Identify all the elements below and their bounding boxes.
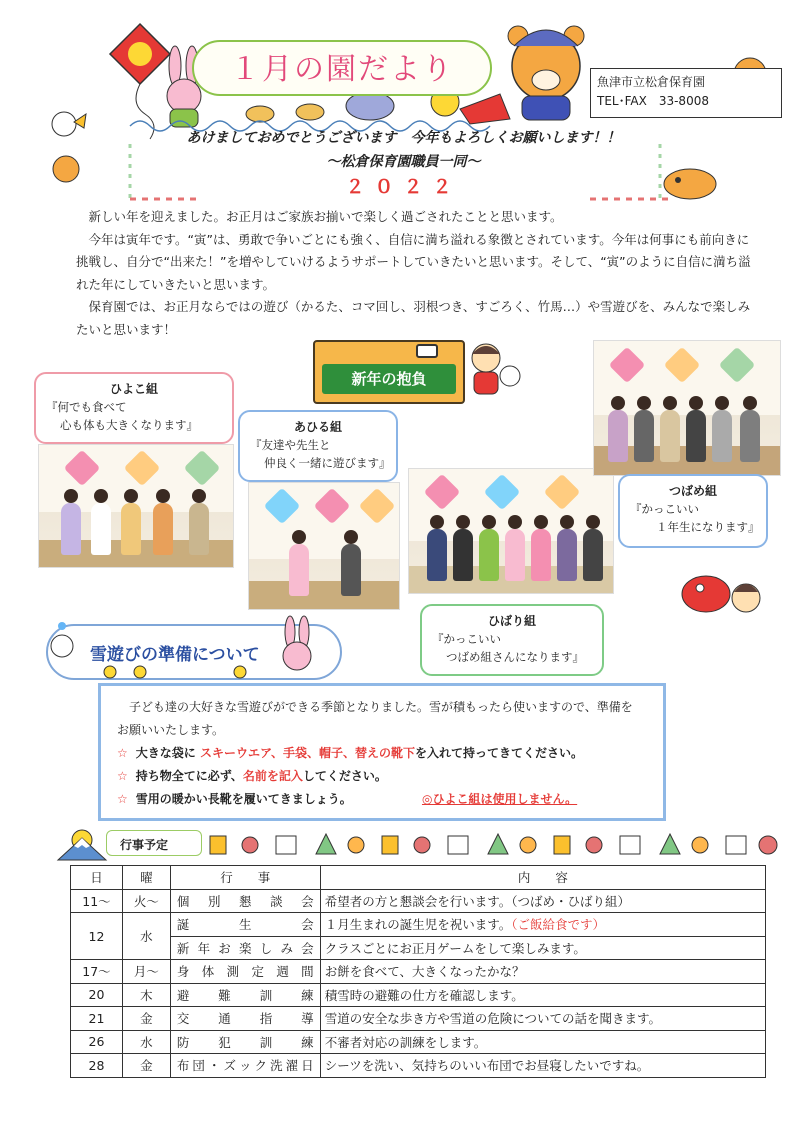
schedule-label: 行事予定 <box>120 838 169 852</box>
row-description: 積雪時の避難の仕方を確認します。 <box>320 983 765 1007</box>
star-icon: ☆ <box>117 792 128 806</box>
row-day: 12 <box>71 913 123 960</box>
row-event: 個別懇談会 <box>170 889 320 913</box>
class-goal-line2-ahiru: 仲良く一緒に遊びます』 <box>264 456 391 470</box>
row-description-note: （ご飯給食です） <box>511 917 605 933</box>
header-description: 内 容 <box>320 866 765 890</box>
row-event: 布団・ズック洗濯日 <box>170 1054 320 1078</box>
school-name: 魚津市立松倉保育園 <box>597 75 706 89</box>
snow-item-3-text: 雪用の暖かい長靴を履いてきましょう。 <box>135 792 352 806</box>
table-row <box>71 936 766 960</box>
class-bubble-hiyoko <box>34 372 234 444</box>
page-title: １月の園だより <box>230 52 454 87</box>
lion-dance-illustration <box>678 568 768 624</box>
table-row <box>71 1030 766 1054</box>
snow-intro-line1: 子ども達の大好きな雪遊びができる季節となりました。雪が積もったら使いますので、準備を <box>129 700 633 714</box>
class-goal-line1-tsubame: 『かっこいい <box>630 502 699 516</box>
schedule-header-row <box>71 866 766 890</box>
row-weekday: 金 <box>122 1054 170 1078</box>
row-description: シーツを洗い、気持ちのいい布団でお昼寝したいですね。 <box>320 1054 765 1078</box>
school-info-box <box>590 68 782 118</box>
staff-signature: ～松倉保育園職員一同～ <box>326 154 481 170</box>
intro-text <box>76 206 756 341</box>
row-day: 21 <box>71 1007 123 1031</box>
table-row <box>71 1054 766 1078</box>
snow-note: ◎ひよこ組は使用しません。 <box>421 792 578 806</box>
intro-paragraph-2: 今年は寅年です。“寅”は、勇敢で争いごとにも強く、自信に満ち溢れる象徴とされています。今年は何事にも前向きに挑戦し、自分で“出来た！”を増やしていけるようサポートしていきたいと思います。そして、“寅”のように自信に満ち溢れた年にしていきたいと思います。 <box>76 231 751 292</box>
row-weekday: 火～ <box>122 889 170 913</box>
snow-section-title: 雪遊びの準備について <box>90 645 260 665</box>
snow-item-2-suffix: してください。 <box>302 769 387 783</box>
goals-banner: 新年の抱負 <box>322 364 456 394</box>
header-day: 日 <box>71 866 123 890</box>
snow-item-1-suffix: を入れて持ってきてください。 <box>415 746 584 760</box>
row-event: 身体測定週間 <box>170 960 320 984</box>
class-goal-line2-hibari: つばめ組さんになります』 <box>446 650 584 664</box>
row-event: 防犯訓練 <box>170 1030 320 1054</box>
class-goal-line1-ahiru: 『友達や先生と <box>250 438 331 452</box>
snow-item-1-text: 大きな袋に <box>135 746 196 760</box>
snow-item-3 <box>117 788 647 811</box>
row-description: 雪道の安全な歩き方や雪道の危険についての話を聞きます。 <box>320 1007 765 1031</box>
star-icon: ☆ <box>117 746 128 760</box>
row-day: 28 <box>71 1054 123 1078</box>
header-event: 行 事 <box>170 866 320 890</box>
class-bubble-hibari <box>420 604 604 676</box>
row-event: 交通指導 <box>170 1007 320 1031</box>
schedule-table <box>70 865 766 1078</box>
mount-fuji-sunrise-icon <box>54 826 110 862</box>
snow-item-2 <box>117 765 647 788</box>
row-description: お餅を食べて、大きくなったかな？ <box>320 960 765 984</box>
table-row <box>71 1007 766 1031</box>
class-goal-line1-hiyoko: 『何でも食べて <box>46 400 127 414</box>
row-description: クラスごとにお正月ゲームをして楽しみます。 <box>320 936 765 960</box>
photo-tsubame-class <box>593 340 781 476</box>
class-bubble-tsubame <box>618 474 768 548</box>
table-row <box>71 960 766 984</box>
row-weekday: 水 <box>122 913 170 960</box>
class-name-tsubame: つばめ組 <box>668 484 717 498</box>
snow-intro-line2: お願いいたします。 <box>117 723 225 737</box>
header-weekday: 曜 <box>122 866 170 890</box>
snow-item-2-text: 持ち物全てに必ず、 <box>135 769 243 783</box>
table-row <box>71 983 766 1007</box>
row-event: 誕生会 <box>170 913 320 937</box>
new-year-greeting: あけましておめでとうございます 今年もよろしくお願いします！！ <box>186 130 621 146</box>
school-phone: TEL･FAX 33-8008 <box>597 94 709 108</box>
film-icon <box>416 344 438 358</box>
class-bubble-ahiru <box>238 410 398 482</box>
row-weekday: 月～ <box>122 960 170 984</box>
class-goal-line2-hiyoko: 心も体も大きくなります』 <box>60 418 198 432</box>
row-description <box>320 913 765 937</box>
row-event: 新年お楽しみ会 <box>170 936 320 960</box>
snow-item-1 <box>117 742 647 765</box>
snow-item-1-highlight: スキーウエア、手袋、帽子、替えの靴下 <box>199 746 416 760</box>
class-name-hibari: ひばり組 <box>487 614 536 628</box>
row-event: 避難訓練 <box>170 983 320 1007</box>
photo-hiyoko-class <box>38 444 234 568</box>
class-name-ahiru: あひる組 <box>293 420 342 434</box>
row-description: 不審者対応の訓練をします。 <box>320 1030 765 1054</box>
table-row <box>71 913 766 937</box>
row-day: 20 <box>71 983 123 1007</box>
row-day: 26 <box>71 1030 123 1054</box>
row-weekday: 金 <box>122 1007 170 1031</box>
row-day: 11～ <box>71 889 123 913</box>
snow-notice-box <box>98 683 666 821</box>
intro-paragraph-3: 保育園では、お正月ならではの遊び（かるた、コマ回し、羽根つき、すごろく、竹馬…）や雪遊びを、みんなで楽しみたいと思います！ <box>76 299 751 337</box>
star-icon: ☆ <box>117 769 128 783</box>
row-description-text: １月生まれの誕生児を祝います。 <box>324 917 512 933</box>
table-row <box>71 889 766 913</box>
photo-ahiru-class <box>248 482 400 610</box>
child-mascot-illustration <box>446 336 526 416</box>
photo-hibari-class <box>408 468 614 594</box>
intro-paragraph-1: 新しい年を迎えました。お正月はご家族お揃いで楽しく過ごされたことと思います。 <box>88 209 563 224</box>
row-day: 17～ <box>71 960 123 984</box>
row-weekday: 木 <box>122 983 170 1007</box>
class-goal-line1-hibari: 『かっこいい <box>432 632 501 646</box>
new-year-ornaments-row <box>206 830 786 860</box>
class-goal-line2-tsubame: １年生になります』 <box>656 520 760 534</box>
class-name-hiyoko: ひよこ組 <box>109 382 158 396</box>
year-label: ２０２２ <box>345 176 462 198</box>
row-description: 希望者の方と懇談会を行います。（つばめ・ひばり組） <box>320 889 765 913</box>
snow-item-2-highlight: 名前を記入 <box>242 769 303 783</box>
row-weekday: 水 <box>122 1030 170 1054</box>
